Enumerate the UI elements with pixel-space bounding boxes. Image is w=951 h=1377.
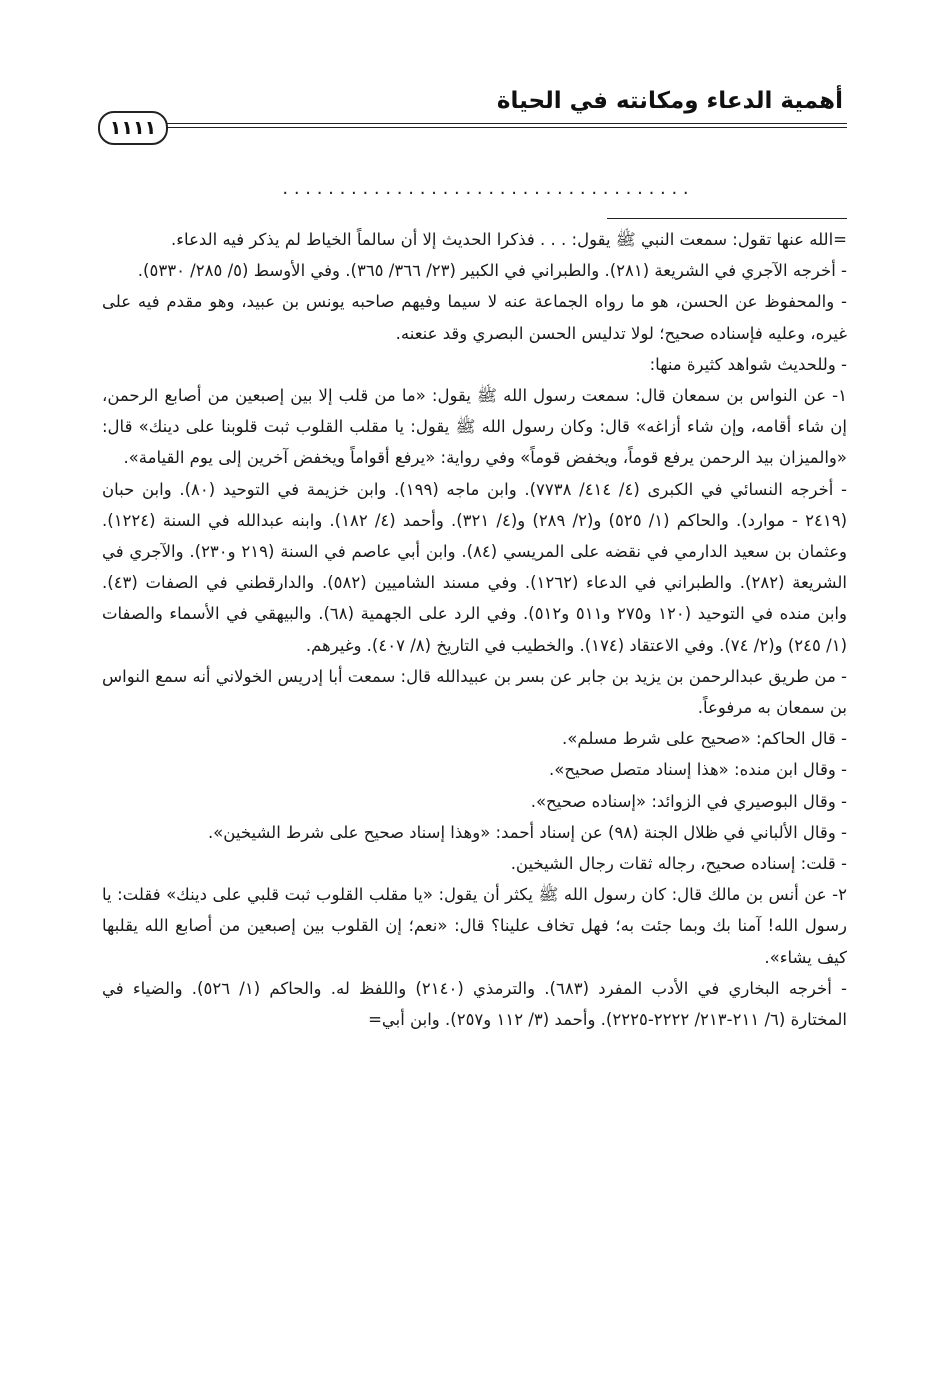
paragraph-takhrij-3: - أخرجه البخاري في الأدب المفرد (٦٨٣). والترمذي (٢١٤٠) واللفظ له. والحاكم (١/ ٥٢٦). والضياء في المختارة (٦/ ٢١١-٢١٣/ ٢٢٢٢-٢٢٢٥). وأحمد (٣/ ١١٢ و٢٥٧). وابن أبي=	[102, 978, 847, 1030]
paragraph-hadith-1: ١- عن النواس بن سمعان قال: سمعت رسول الله ﷺ يقول: «ما من قلب إلا بين إصبعين من أصابع الرحمن، إن شاء أقامه، وإن شاء أزاغه» قال: وكان رسول الله ﷺ يقول: يا مقلب القلوب ثبت قلوبنا على دينك» قال: «والميزان بيد الرحمن يرفع قوماً، ويخفض قوماً» وفي رواية: «يرفع أقواماً ويخفض آخرين إلى يوم القيامة».	[102, 386, 847, 468]
footnote-rule	[607, 218, 847, 219]
paragraph-author-ruling: - قلت: إسناده صحيح، رجاله ثقات رجال الشيخين.	[510, 854, 847, 874]
header-rule-secondary	[160, 127, 847, 128]
paragraph-albani-ruling: - وقال الألباني في ظلال الجنة (٩٨) عن إسناد أحمد: «وهذا إسناد صحيح على شرط الشيخين».	[207, 822, 847, 842]
paragraph-busiri-ruling: - وقال البوصيري في الزوائد: «إسناده صحيح».	[530, 791, 847, 811]
dotted-separator: . . . . . . . . . . . . . . . . . . . . . . . . . . . . . . . . . . . .	[282, 178, 689, 199]
footnote-text-block	[102, 224, 847, 1035]
header-rule	[160, 123, 847, 124]
paragraph-hadith-2: ٢- عن أنس بن مالك قال: كان رسول الله ﷺ يكثر أن يقول: «يا مقلب القلوب ثبت قلبي على دينك» فقلت: يا رسول الله! آمنا بك وبما جئت به؛ فهل تخاف علينا؟ قال: «نعم؛ إن القلوب بين إصبعين من أصابع الله يقلبها كيف يشاء».	[102, 885, 847, 967]
paragraph-isnad-1: - من طريق عبدالرحمن بن يزيد بن جابر عن بسر بن عبيدالله قال: سمعت أبا إدريس الخولاني أنه سمع النواس بن سمعان به مرفوعاً.	[102, 666, 847, 718]
running-header-title: أهمية الدعاء ومكانته في الحياة	[496, 88, 843, 114]
paragraph-continuation: =الله عنها تقول: سمعت النبي ﷺ يقول: . . . فذكرا الحديث إلا أن سالماً الخياط لم يذكر فيه الدعاء.	[171, 230, 847, 249]
paragraph-takhrij-2: - أخرجه النسائي في الكبرى (٤/ ٤١٤/ ٧٧٣٨). وابن ماجه (١٩٩). وابن خزيمة في التوحيد (٨٠). وابن حبان (٢٤١٩ - موارد). والحاكم (١/ ٥٢٥) و(٢/ ٢٨٩) و(٤/ ٣٢١). وأحمد (٤/ ١٨٢). وابنه عبدالله في السنة (١٢٢٤). وعثمان بن سعيد الدارمي في نقضه على المريسي (٨٤). وابن أبي عاصم في السنة (٢١٩ و٢٣٠). والآجري في الشريعة (٢٨٢). والطبراني في الدعاء (١٢٦٢). وفي مسند الشاميين (٥٨٢). والدارقطني في الصفات (٤٣). وابن منده في التوحيد (١٢٠ و٢٧٥ و٥١١ و٥١٢). وفي الرد على الجهمية (٦٨). والبيهقي في الأسماء والصفات (١/ ٢٤٥) و(٢/ ٧٤). وفي الاعتقاد (١٧٤). والخطيب في التاريخ (٨/ ٤٠٧). وغيرهم.	[102, 479, 848, 655]
paragraph-takhrij-1: - أخرجه الآجري في الشريعة (٢٨١). والطبراني في الكبير (٢٣/ ٣٦٦/ ٣٦٥). وفي الأوسط (٥/ ٢٨٥/ ٥٣٣٠).	[137, 261, 847, 281]
paragraph-hakim-ruling: - قال الحاكم: «صحيح على شرط مسلم».	[562, 729, 847, 749]
paragraph-mahfuz: - والمحفوظ عن الحسن، هو ما رواه الجماعة عنه لا سيما وفيهم صاحبه يونس بن عبيد، وهو مقدم فيه على غيره، وعليه فإسناده صحيح؛ لولا تدليس الحسن البصري وقد عنعنه.	[102, 292, 847, 343]
paragraph-ibn-mandah-ruling: - وقال ابن منده: «هذا إسناد متصل صحيح».	[548, 760, 847, 780]
page-number-badge: ١١١١	[98, 111, 168, 145]
paragraph-shawahid: - وللحديث شواهد كثيرة منها:	[649, 354, 847, 374]
